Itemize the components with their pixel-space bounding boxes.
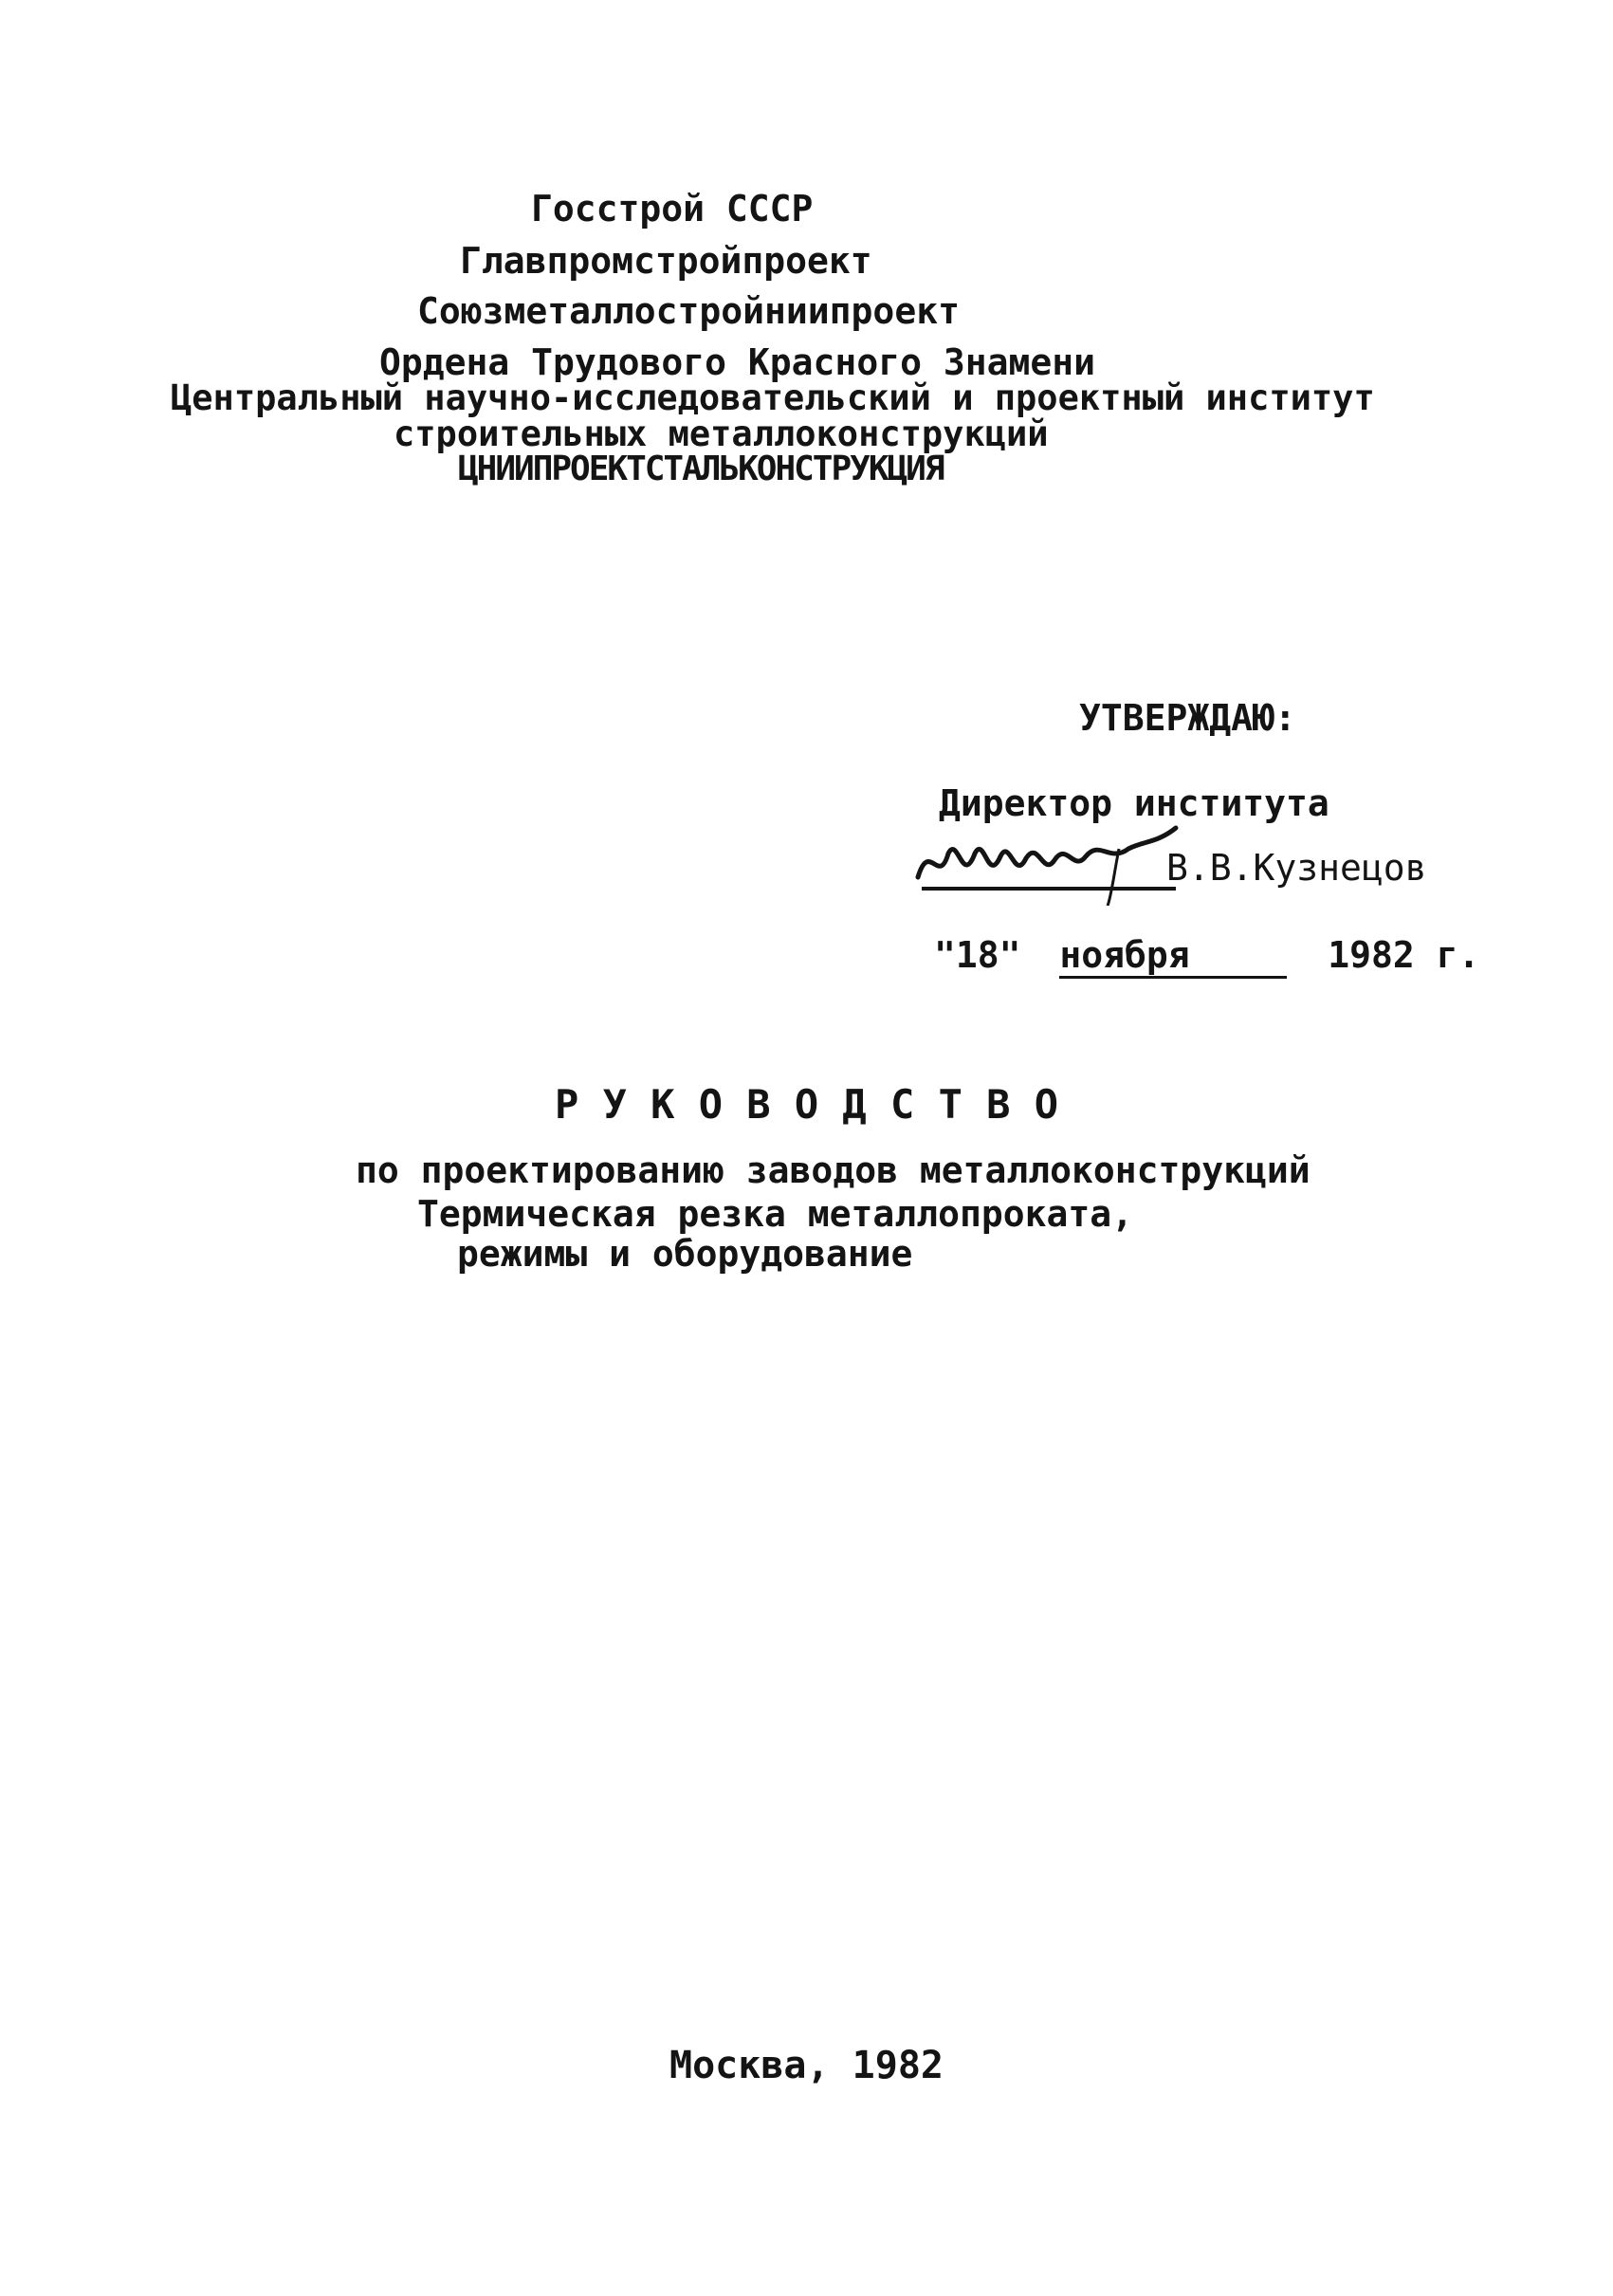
org-order: Ордена Трудового Красного Знамени [379,341,1095,383]
date-month-field [1059,934,1287,979]
city-year: Москва, 1982 [669,2044,944,2087]
approval-stamp: УТВЕРЖДАЮ: [1079,697,1296,739]
date-month: ноября [1059,934,1190,976]
org-gosstroy: Госстрой СССР [531,188,814,230]
approval-name: В.В.Кузнецов [1166,847,1427,889]
approval-date [934,934,1479,979]
org-abbreviation: ЦНИИПРОЕКТСТАЛЬКОНСТРУКЦИЯ [458,450,944,488]
org-institute-name-cont: строительных металлоконструкций [394,413,1049,454]
document-topic-line2: режимы и оборудование [457,1233,913,1275]
date-day: "18" [934,934,1021,976]
org-glavpromstroyproekt: Главпромстройпроект [460,240,872,282]
document-title: Р У К О В О Д С Т В О [555,1081,1059,1128]
document-topic-line1: Термическая резка металлопроката, [417,1193,1133,1235]
approval-position: Директор института [939,782,1329,824]
document-title-block [0,1062,1613,1309]
handwritten-signature [910,820,1195,906]
org-soyuzmetallostroyniiproekt: Союзметаллостройниипроект [417,290,960,332]
approval-block [910,688,1517,1001]
org-institute-name: Центральный научно-исследовательский и проектный институт [171,377,1375,418]
document-subtitle: по проектированию заводов металлоконструкций [356,1149,1311,1191]
date-year: 1982 г. [1328,934,1480,976]
organization-header [0,0,1613,531]
